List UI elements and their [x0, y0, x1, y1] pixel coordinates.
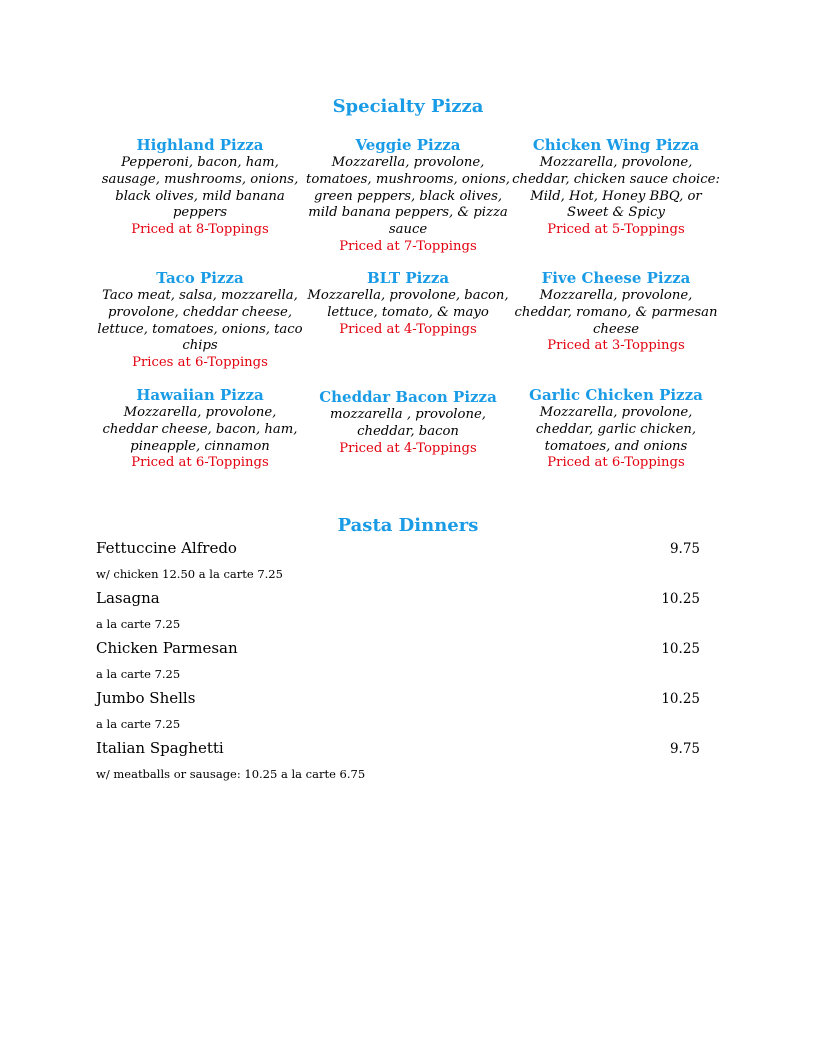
pizza-item-chicken-wing: [512, 136, 720, 269]
pizza-item-garlic-chicken: [512, 386, 720, 486]
specialty-pizza-grid: [96, 136, 720, 486]
pasta-note: w/ chicken 12.50 a la carte 7.25: [96, 567, 283, 581]
pizza-name: Hawaiian Pizza: [136, 386, 264, 404]
pasta-note: a la carte 7.25: [96, 617, 181, 631]
pasta-list: [96, 539, 700, 789]
pizza-description: Mozzarella, provolone, cheddar, romano, & parmesan cheese: [514, 288, 718, 337]
pizza-name: Chicken Wing Pizza: [532, 136, 700, 154]
pasta-name: Italian Spaghetti: [96, 739, 224, 757]
pizza-description: Mozzarella, provolone, cheddar, chicken sauce choice: Mild, Hot, Honey BBQ, or Sweet & Spicy: [512, 155, 720, 221]
pizza-description: Taco meat, salsa, mozzarella, provolone, cheddar cheese, lettuce, tomatoes, onions, taco chips: [97, 288, 303, 354]
pizza-name: Five Cheese Pizza: [541, 269, 691, 287]
pizza-name: Cheddar Bacon Pizza: [319, 388, 497, 406]
pizza-price: Prices at 6-Toppings: [132, 355, 268, 371]
pasta-note: w/ meatballs or sausage: 10.25 a la carte 6.75: [96, 767, 366, 781]
pizza-row: [96, 386, 720, 486]
pizza-row: [96, 136, 720, 269]
pizza-item-cheddar-bacon: [304, 386, 512, 486]
pasta-price: 10.25: [661, 641, 700, 657]
pizza-item-highland: [96, 136, 304, 269]
pizza-price: Priced at 6-Toppings: [131, 455, 269, 471]
specialty-pizza-heading: Specialty Pizza: [332, 96, 484, 117]
pizza-item-taco: [96, 269, 304, 386]
pasta-price: 9.75: [669, 541, 700, 557]
pasta-price: 10.25: [661, 591, 700, 607]
pasta-name: Jumbo Shells: [96, 689, 196, 707]
pizza-description: Mozzarella, provolone, bacon, lettuce, tomato, & mayo: [307, 288, 509, 320]
pasta-row: [96, 739, 700, 761]
pizza-price: Priced at 5-Toppings: [547, 222, 685, 238]
pizza-name: BLT Pizza: [366, 269, 450, 287]
pasta-dinners-heading: Pasta Dinners: [337, 515, 479, 536]
pasta-row: [96, 589, 700, 611]
pasta-name: Chicken Parmesan: [96, 639, 238, 657]
pasta-price: 10.25: [661, 691, 700, 707]
pizza-item-five-cheese: [512, 269, 720, 386]
pizza-price: Priced at 4-Toppings: [339, 321, 477, 337]
pizza-row: [96, 269, 720, 386]
pizza-description: mozzarella , provolone, cheddar, bacon: [330, 407, 486, 439]
pasta-note: a la carte 7.25: [96, 667, 181, 681]
pizza-price: Priced at 4-Toppings: [339, 440, 477, 456]
pizza-name: Veggie Pizza: [355, 136, 461, 154]
pasta-item-chicken-parmesan: [96, 639, 700, 689]
pasta-row: [96, 689, 700, 711]
pizza-price: Priced at 3-Toppings: [547, 338, 685, 354]
pizza-item-veggie: [304, 136, 512, 269]
pasta-row: [96, 539, 700, 561]
pizza-price: Priced at 7-Toppings: [339, 238, 477, 254]
pizza-item-blt: [304, 269, 512, 386]
pizza-price: Priced at 8-Toppings: [131, 222, 269, 238]
pizza-description: Pepperoni, bacon, ham, sausage, mushrooms, onions, black olives, mild banana peppers: [101, 155, 299, 221]
pizza-item-hawaiian: [96, 386, 304, 486]
pizza-name: Garlic Chicken Pizza: [529, 386, 703, 404]
pizza-name: Highland Pizza: [136, 136, 264, 154]
pasta-name: Lasagna: [96, 589, 160, 607]
pizza-description: Mozzarella, provolone, cheddar cheese, bacon, ham, pineapple, cinnamon: [102, 405, 298, 454]
pasta-item-jumbo-shells: [96, 689, 700, 739]
pasta-item-italian-spaghetti: [96, 739, 700, 789]
pizza-description: Mozzarella, provolone, tomatoes, mushrooms, onions, green peppers, black olives, mild banana peppers, & pizza sauce: [306, 155, 510, 238]
pizza-price: Priced at 6-Toppings: [547, 455, 685, 471]
pasta-name: Fettuccine Alfredo: [96, 539, 237, 557]
pasta-item-fettuccine-alfredo: [96, 539, 700, 589]
pasta-row: [96, 639, 700, 661]
pasta-price: 9.75: [669, 741, 700, 757]
pasta-item-lasagna: [96, 589, 700, 639]
pasta-note: a la carte 7.25: [96, 717, 181, 731]
pizza-description: Mozzarella, provolone, cheddar, garlic chicken, tomatoes, and onions: [535, 405, 697, 454]
pizza-name: Taco Pizza: [156, 269, 244, 287]
